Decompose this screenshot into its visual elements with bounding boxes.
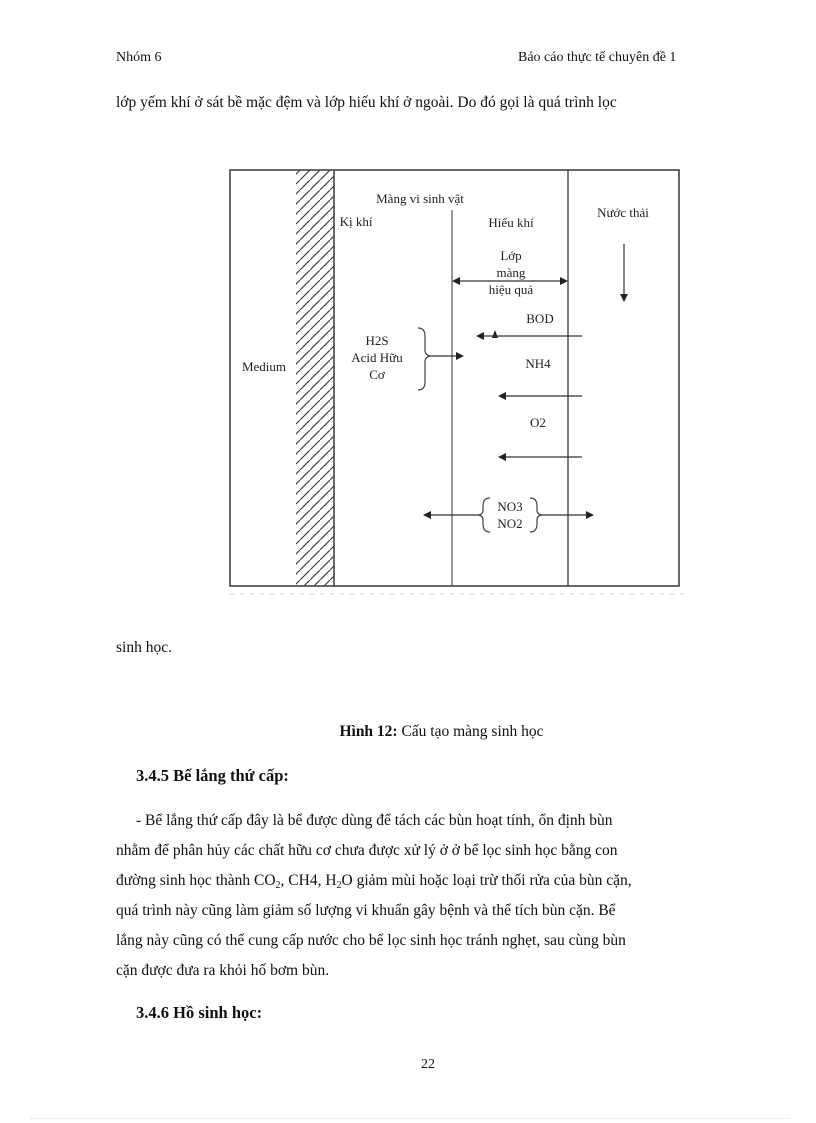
h2s-bracket — [418, 328, 432, 390]
no3-bracket-right — [530, 498, 543, 532]
anaerobic-label: Kị khí — [339, 214, 373, 229]
line3-part-c: O giảm mùi hoặc loại trừ thối rửa của bùn cặn, — [341, 872, 632, 889]
page-number: 22 — [421, 1057, 435, 1072]
wastewater-arrowhead — [620, 294, 628, 302]
o2-arrowhead — [498, 453, 506, 461]
h2s-arrowhead — [456, 352, 464, 360]
header-group-label: Nhóm 6 — [116, 50, 162, 65]
line3-part-b: , CH4, H — [280, 872, 337, 889]
effective-layer-label — [476, 247, 546, 298]
section-345-line-4: quá trình này cũng làm giảm số lượng vi khuẩn gây bệnh và thể tích bùn cặn. Bể — [116, 902, 616, 919]
section-345-heading: 3.4.5 Bể lắng thứ cấp: — [136, 766, 289, 785]
small-up-arrow — [492, 330, 498, 338]
bod-label: BOD — [526, 311, 554, 326]
effective-layer-line-3: hiệu quả — [488, 282, 534, 297]
no3-bracket-left — [477, 498, 490, 532]
figure-caption-label: Hình 12: — [339, 723, 398, 740]
page-bottom-edge — [30, 1118, 790, 1119]
aerobic-label: Hiếu khí — [488, 215, 534, 230]
organic-acid-label-cont: Cơ — [369, 367, 385, 382]
section-345-line-2: nhằm để phân hủy các chất hữu cơ chưa được xử lý ở ở bể lọc sinh học bằng con — [116, 842, 618, 859]
medium-hatch-wall — [296, 170, 334, 586]
line3-sub-h2o: 2 — [336, 880, 342, 891]
effective-layer-arrowhead-left — [452, 277, 460, 285]
section-345-paragraph — [116, 806, 736, 986]
no3-arrowhead-left — [423, 511, 431, 519]
bod-arrowhead — [476, 332, 484, 340]
organic-acid-label: Acid Hữu — [351, 350, 403, 365]
line3-part-a: đường sinh học thành CO — [116, 872, 276, 889]
header-report-title: Báo cáo thực tế chuyên đề 1 — [518, 50, 677, 65]
figure-caption — [0, 723, 816, 741]
figure-caption-text: Cấu tạo màng sinh học — [397, 723, 544, 740]
h2s-label: H2S — [365, 333, 389, 348]
no2-label: NO2 — [497, 516, 523, 531]
section-345-line-1: - Bể lắng thứ cấp đây là bể được dùng để tách các bùn hoạt tính, ổn định bùn — [136, 812, 613, 829]
nh4-label: NH4 — [525, 356, 551, 371]
effective-layer-arrowhead-right — [560, 277, 568, 285]
section-345-line-6: cặn được đưa ra khỏi hố bơm bùn. — [116, 962, 330, 979]
o2-label: O2 — [530, 415, 546, 430]
biofilm-title-label: Màng vi sinh vật — [376, 191, 464, 206]
biofilm-diagram — [220, 160, 690, 600]
after-figure-line: sinh học. — [116, 639, 172, 656]
line3-sub-co2: 2 — [275, 880, 281, 891]
no3-arrowhead-right — [586, 511, 594, 519]
no3-label: NO3 — [497, 499, 523, 514]
section-345-line-3 — [116, 866, 736, 896]
section-346-heading: 3.4.6 Hồ sinh học: — [136, 1003, 263, 1022]
intro-paragraph-line: lớp yếm khí ở sát bề mặc đệm và lớp hiếu khí ở ngoài. Do đó gọi là quá trình lọc — [116, 94, 617, 111]
biofilm-diagram-svg — [220, 160, 690, 600]
effective-layer-line-2: màng — [496, 265, 526, 280]
nh4-arrowhead — [498, 392, 506, 400]
medium-label: Medium — [241, 359, 287, 374]
anaerobic-products-label — [340, 332, 414, 383]
wastewater-label: Nước thải — [597, 205, 649, 220]
section-345-line-5: lắng này cũng có thể cung cấp nước cho bể lọc sinh học tránh nghẹt, sau cùng bùn — [116, 932, 626, 949]
effective-layer-line-1: Lớp — [500, 248, 522, 263]
